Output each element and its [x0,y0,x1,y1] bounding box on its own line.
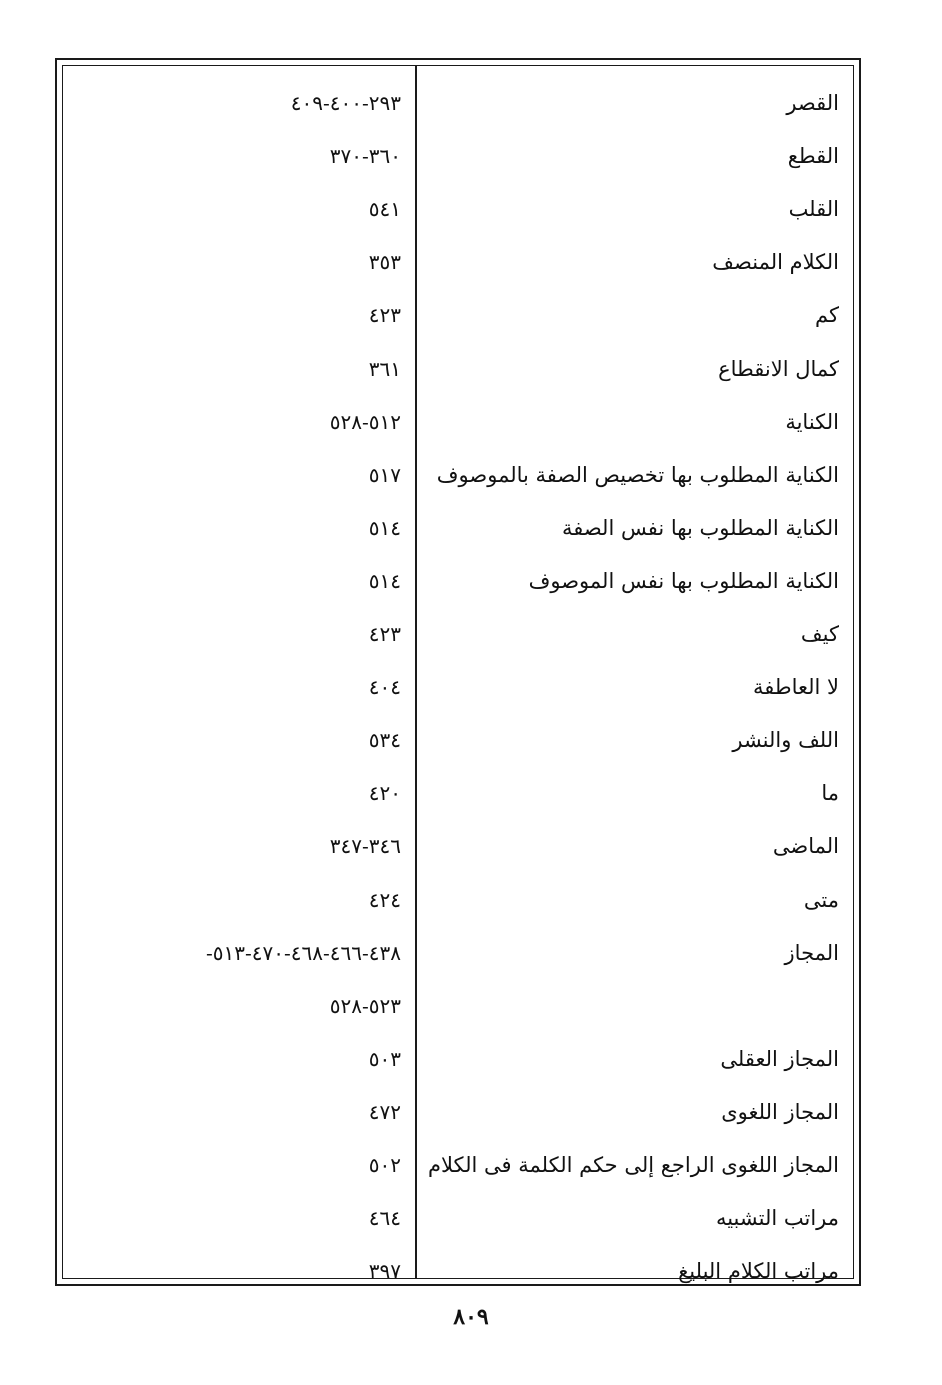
index-row [63,933,853,973]
index-row [63,986,853,1026]
index-pages: ٥٢٣-٥٢٨ [329,993,401,1018]
index-term: المجاز العقلى [720,1046,839,1071]
index-term: الكناية المطلوب بها نفس الموصوف [528,568,839,593]
index-row [63,880,853,920]
index-pages: ٤٢٣ [368,303,401,328]
index-pages: ٤٣٨-٤٦٦-٤٦٨-٤٧٠-٥١٣- [206,940,401,965]
index-term: مراتب التشبيه [715,1206,839,1231]
index-row [63,83,853,123]
index-pages: ٤٢٤ [368,887,401,912]
index-table [62,65,854,1284]
index-pages: ٥٤١ [368,197,401,222]
index-row [63,1145,853,1185]
index-term: كيف [800,622,839,646]
index-pages: ٥١٧ [368,462,401,487]
index-pages: ٣٤٦-٣٤٧ [329,834,401,859]
index-term: كم [815,303,839,328]
index-row [63,1198,853,1238]
index-term: لا العاطفة [752,675,839,700]
index-term: الماضى [772,834,839,859]
index-pages: ٥١٤ [368,515,401,540]
index-row [63,561,853,601]
index-pages: ٥٠٢ [368,1153,401,1177]
index-pages: ٤٧٢ [368,1099,401,1124]
index-row [63,508,853,548]
index-pages: ٣٦٠-٣٧٠ [329,144,401,169]
index-term: المجاز اللغوى [721,1099,839,1124]
index-row [63,1092,853,1132]
index-pages: ٥٣٤ [368,728,401,753]
index-row [63,1251,853,1291]
index-pages: ٢٩٣-٤٠٠-٤٠٩ [290,91,401,115]
index-row [63,136,853,176]
index-row [63,826,853,866]
index-term: ما [821,781,839,806]
index-row [63,614,853,654]
index-term: الكناية [785,409,839,434]
index-row [63,242,853,282]
index-row [63,667,853,707]
index-row [63,189,853,229]
index-pages: ٣٥٣ [368,250,401,275]
index-term: مراتب الكلام البليغ [678,1259,839,1284]
index-term: المجاز [784,940,839,965]
index-pages: ٥١٢-٥٢٨ [329,409,401,434]
index-pages: ٤٠٤ [368,675,401,700]
index-row [63,1039,853,1079]
index-term: القصر [786,91,839,115]
index-pages: ٣٩٧ [368,1259,401,1284]
index-term: القطع [787,144,839,169]
index-pages: ٤٢٣ [368,622,401,646]
index-pages: ٤٦٤ [368,1206,401,1231]
index-row [63,402,853,442]
index-row [63,720,853,760]
index-pages: ٥٠٣ [368,1046,401,1071]
index-term: متى [803,887,839,912]
index-pages: ٣٦١ [368,356,401,381]
index-table-frame [55,58,861,1286]
index-term: المجاز اللغوى الراجع إلى حكم الكلمة فى الكلام [428,1153,839,1177]
index-row [63,773,853,813]
index-term: كمال الانقطاع [718,356,839,381]
index-term: الكناية المطلوب بها تخصيص الصفة بالموصوف [436,462,839,487]
index-term: الكناية المطلوب بها نفس الصفة [561,515,839,540]
index-pages: ٥١٤ [368,568,401,593]
index-term: اللف والنشر [732,728,839,753]
index-term: الكلام المنصف [712,250,839,275]
index-row [63,455,853,495]
index-row [63,295,853,335]
page-number: ٨٠٩ [453,1304,489,1330]
index-pages: ٤٢٠ [368,781,401,806]
index-row [63,349,853,389]
index-term: القلب [788,197,839,222]
